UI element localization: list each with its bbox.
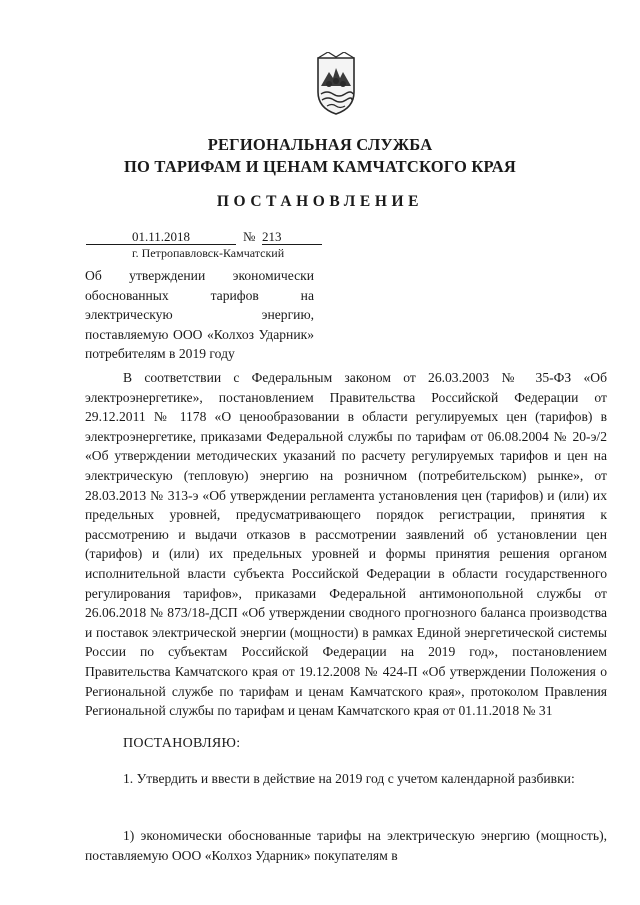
preamble-paragraph: В соответствии с Федеральным законом от 26.03.2003 № 35-ФЗ «Об электроэнергетике», постановлением Правительства Российской Федерации от 29.12.2011 № 1178 «О ценообразовании в области регулируемых цен (тарифов) в электроэнергетике, приказами Федеральной службы по тарифам от 06.08.2004 № 20-э/2 «Об утверждении методических указаний по расчету регулируемых тарифов и цен на электрическую (тепловую) энергию на розничном (потребительском) рынке», от 28.03.2013 № 313-э «Об утверждении регламента установления цен (тарифов) и (или) их предельных уровней, предусматривающего порядок регистрации, принятия к рассмотрению и выдачи отказов в рассмотрении заявлений об установлении цен (тарифов) и (или) их предельных уровней и формы принятия решения органом исполнительной власти субъекта Российской Федерации в области государственного регулирования тарифов», приказами Федеральной антимонопольной службы от 26.06.2018 № 873/18-ДСП «Об утверждении сводного прогнозного баланса производства и поставок электрической энергии (мощности) в рамках Единой энергетической системы России по субъектам Российской Федерации на 2019 год», постановлением Правительства Камчатского края от 19.12.2008 № 424-П «Об утверждении Положения о Региональной службе по тарифам и ценам Камчатского края», протоколом Правления Региональной службы по тарифам и ценам Камчатского края от 01.11.2018 № 31: [85, 370, 607, 719]
document-subject: Об утверждении экономически обоснованных тарифов на электрическую энергию, поставляемую ООО «Колхоз Ударник» потребителям в 2019 году: [85, 268, 314, 361]
document-type: ПОСТАНОВЛЕНИЕ: [216, 193, 424, 210]
document-number: 213: [262, 230, 322, 245]
item-1-paragraph: 1. Утвердить и ввести в действие на 2019 год с учетом календарной разбивки:: [123, 771, 575, 786]
agency-name-line2: ПО ТАРИФАМ И ЦЕНАМ КАМЧАТСКОГО КРАЯ: [124, 157, 516, 176]
item-1-subitem-1-paragraph: 1) экономически обоснованные тарифы на электрическую энергию (мощность), поставляемую ООО «Колхоз Ударник» покупателям в: [85, 828, 607, 863]
kamchatka-coat-of-arms-icon: [315, 52, 357, 116]
number-label: №: [243, 229, 256, 244]
issue-city: г. Петропавловск-Камчатский: [132, 246, 285, 260]
resolution-heading: ПОСТАНОВЛЯЮ:: [123, 736, 241, 751]
document-date: 01.11.2018: [86, 230, 236, 245]
agency-name-line1: РЕГИОНАЛЬНАЯ СЛУЖБА: [207, 135, 433, 154]
